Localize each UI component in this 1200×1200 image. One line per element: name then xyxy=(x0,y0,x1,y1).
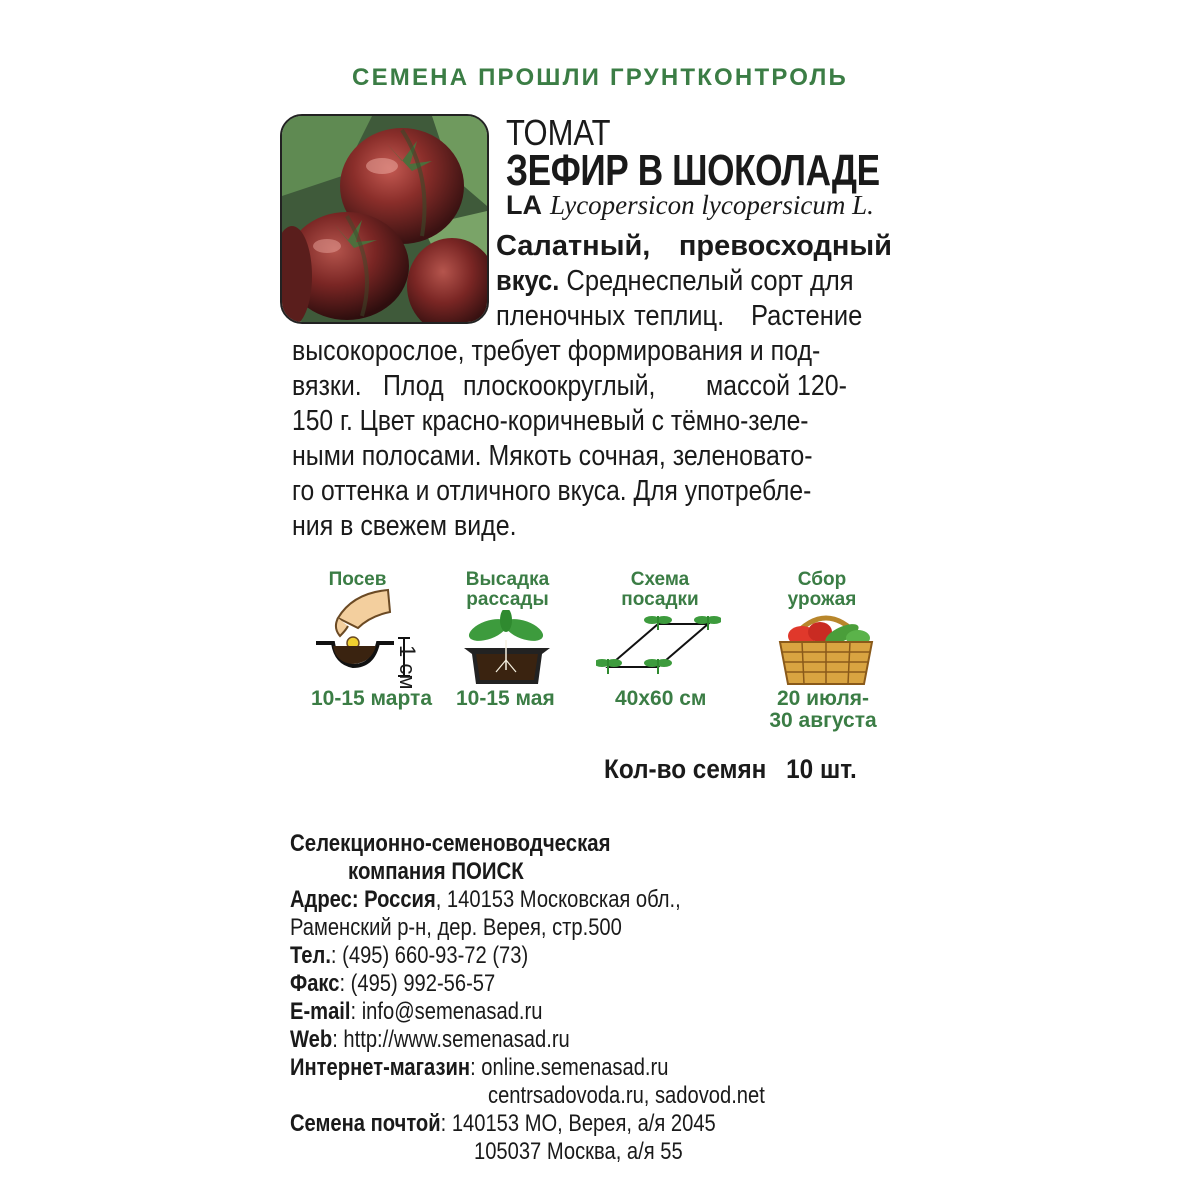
description-line: го оттенка и отличного вкуса. Для употребле- xyxy=(292,475,812,507)
description-line: пленочных теплиц. Растение xyxy=(496,300,862,332)
company-shop: Интернет-магазин: online.semenasad.ru xyxy=(290,1054,669,1081)
company-shop-line2: centrsadovoda.ru, sadovod.net xyxy=(488,1082,765,1109)
description-line: вязки. Плод плоскоокруглый, массой 120- xyxy=(292,370,848,402)
step-scheme-value: 40x60 см xyxy=(615,687,707,710)
step-scheme-title: Схема посадки xyxy=(621,569,699,610)
tomato-photo xyxy=(280,114,489,324)
variety-name: ЗЕФИР В ШОКОЛАДЕ xyxy=(506,146,880,195)
latin-name xyxy=(506,190,874,221)
description-line: ными полосами. Мякоть сочная, зеленовато- xyxy=(292,440,813,472)
step-sowing-title: Посев xyxy=(328,569,387,590)
company-mail-order-line2: 105037 Москва, а/я 55 xyxy=(474,1138,683,1165)
variety-code: LA xyxy=(506,190,542,220)
tomato-image-icon xyxy=(282,116,487,322)
company-mail-order: Семена почтой: 140153 МО, Верея, а/я 2045 xyxy=(290,1110,716,1137)
seedling-pot-icon xyxy=(464,610,550,685)
description-line: высокорослое, требует формирования и под- xyxy=(292,335,821,367)
company-fax: Факс: (495) 992-56-57 xyxy=(290,970,496,997)
step-transplant-date: 10-15 мая xyxy=(456,687,555,710)
description-line: Салатный, превосходный xyxy=(496,230,892,262)
company-web: Web: http://www.semenasad.ru xyxy=(290,1026,570,1053)
company-email: E-mail: info@semenasad.ru xyxy=(290,998,543,1025)
sowing-depth-label: 1 см xyxy=(395,645,420,690)
description-line: 150 г. Цвет красно-коричневый с тёмно-зеле- xyxy=(292,405,809,437)
seed-count-label: Кол-во семян xyxy=(604,754,767,784)
company-phone: Тел.: (495) 660-93-72 (73) xyxy=(290,942,529,969)
step-sowing-date: 10-15 марта xyxy=(311,687,432,710)
company-address: Адрес: Россия, 140153 Московская обл., xyxy=(290,886,681,913)
step-transplant-title: Высадка рассады xyxy=(465,569,550,610)
company-address-line2: Раменский р-н, дер. Верея, стр.500 xyxy=(290,914,622,941)
crop-name: ТОМАТ xyxy=(506,112,611,153)
planting-scheme-icon xyxy=(596,612,721,682)
step-harvest-dates: 20 июля- 30 августа xyxy=(769,687,877,732)
seed-count xyxy=(604,754,885,785)
step-harvest-title: Сбор урожая xyxy=(787,569,857,610)
company-name-line2: компания ПОИСК xyxy=(348,858,524,885)
seed-control-banner: СЕМЕНА ПРОШЛИ ГРУНТКОНТРОЛЬ xyxy=(352,64,848,91)
description-line: вкус. Среднеспелый сорт для xyxy=(496,265,854,297)
company-name-line1: Селекционно-семеноводческая xyxy=(290,830,611,857)
description-line: ния в свежем виде. xyxy=(292,510,517,542)
seed-count-value: 10 шт. xyxy=(786,754,857,784)
harvest-basket-icon xyxy=(772,608,880,688)
latin-species: Lycopersicon lycopersicum L. xyxy=(550,190,874,220)
